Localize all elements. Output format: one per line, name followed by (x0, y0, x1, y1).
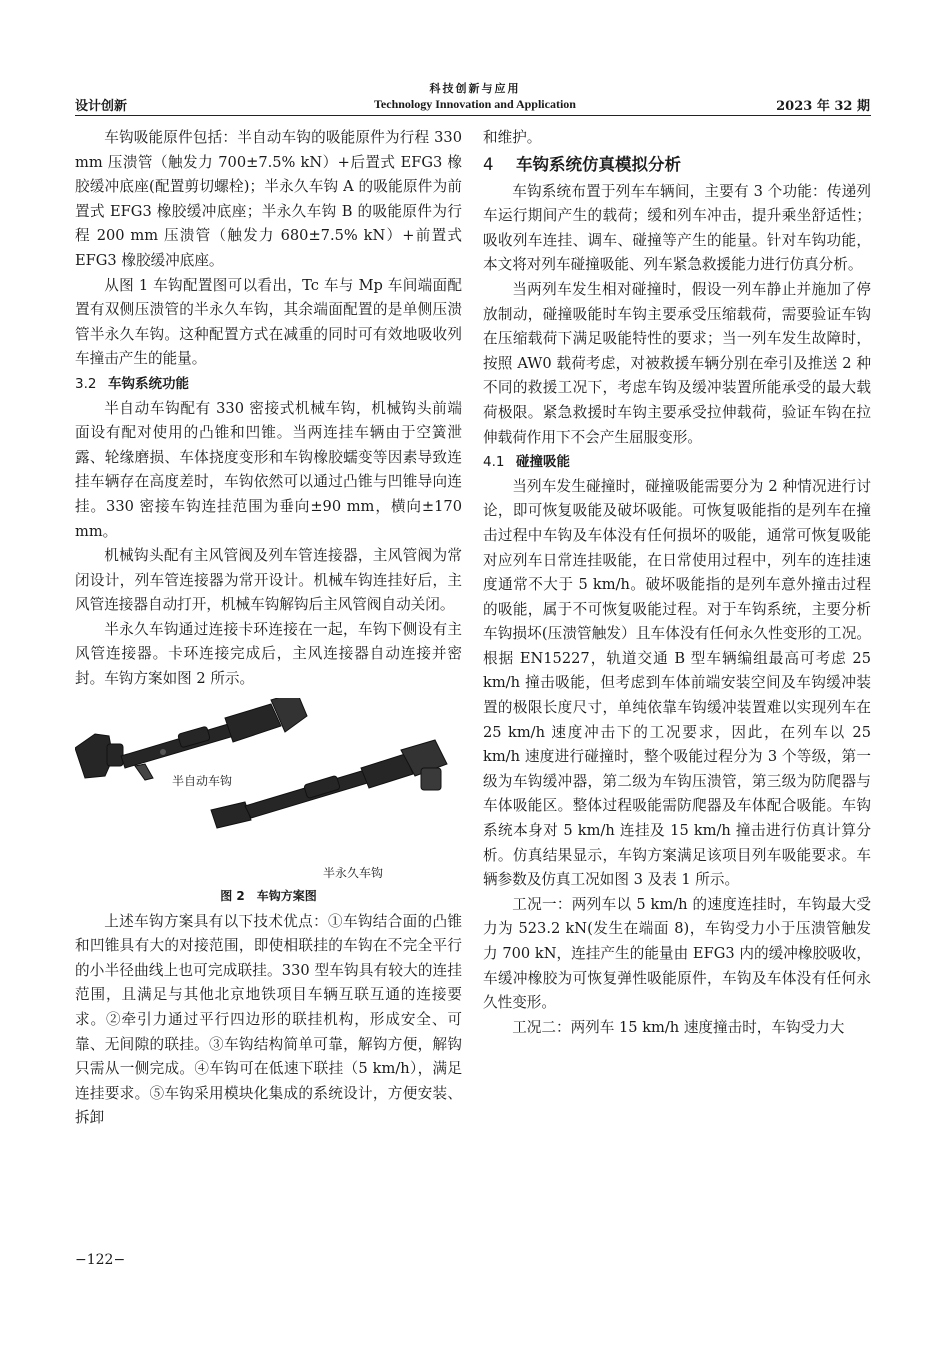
section-number: 4.1 (483, 454, 505, 471)
figure-label-semi-automatic: 半自动车钩 (172, 773, 233, 788)
journal-name-cn: 科技创新与应用 (429, 82, 521, 95)
paragraph: 车钩系统布置于列车车辆间，主要有 3 个功能：传递列车运行期间产生的载荷；缓和列车冲击，提升乘坐舒适性；吸收列车连挂、调车、碰撞等产生的能量。针对车钩功能，本文将对列车碰撞吸能、列车紧急救援能力进行仿真分析。 (483, 182, 871, 274)
section-heading-3-2 (75, 372, 462, 397)
paragraph: 车钩吸能原件包括：半自动车钩的吸能原件为行程 330 mm 压溃管（触发力 700±7.5% kN）+后置式 EFG3 橡胶缓冲底座(配置剪切螺栓)；半永久车钩 A 的吸能原件为前置式 EFG3 橡胶缓冲底座；半永久车钩 B 的吸能原件为行程 200 mm 压溃管（触发力 680±7.5% kN）+前置式 EFG3 橡胶缓冲底座。 (75, 129, 462, 269)
section-title: 碰撞吸能 (516, 454, 570, 471)
paragraph: 工况一：两列车以 5 km/h 的速度连挂时，车钩最大受力为 523.2 kN(发生在端面 8)，车钩受力小于压溃管触发力 700 kN，连挂产生的能量由 EFG3 内的缓冲橡胶吸收，车缓冲橡胶为可恢复弹性吸能原件，车钩及车体没有任何永久性变形。 (483, 895, 871, 1012)
paragraph: 当两列车发生相对碰撞时，假设一列车静止并施加了停放制动，碰撞吸能时车钩主要承受压缩载荷，需要验证车钩在压缩载荷下满足吸能特性的要求；当一列车发生故障时，按照 AW0 载荷考虑，对被救援车辆分别在牵引及推送 2 种不同的救援工况下，考虑车钩及缓冲装置所能承受的最大载荷极限。紧急救援时车钩主要承受拉伸载荷，验证车钩在拉伸载荷作用下不会产生屈服变形。 (483, 280, 871, 446)
section-number: 4 (483, 154, 494, 174)
paragraph: 上述车钩方案具有以下技术优点：①车钩结合面的凸锥和凹锥具有大的对接范围，即使相联挂的车钩在不完全平行的小半径曲线上也可完成联挂。330 型车钩具有较大的连挂范围，且满足与其他北京地铁项目车辆互联互通的连接要求。②牵引力通过平行四边形的联挂机构，形成安全、可靠、无间隙的联挂。③车钩结构简单可靠，解钩方便，解钩只需从一侧完成。④车钩可在低速下联挂（5 km/h），满足连挂要求。⑤车钩采用模块化集成的系统设计，方便安装、拆卸 (75, 912, 462, 1127)
paragraph: 当列车发生碰撞时，碰撞吸能需要分为 2 种情况进行讨论，即可恢复吸能及破坏吸能。可恢复吸能指的是列车在撞击过程中车钩及车体没有任何损坏的吸能，通常可恢复吸能对应列车日常连挂吸能，在日常使用过程中，列车的连挂速度通常不大于 5 km/h。破坏吸能指的是列车意外撞击过程的吸能，属于不可恢复吸能过程。对于车钩系统，主要分析车钩损坏(压溃管触发）且车体没有任何永久性变形的工况。根据 EN15227，轨道交通 B 型车辆编组最高可考虑 25 km/h 撞击吸能，但考虑到车体前端安装空间及车钩缓冲装置的极限长度尺寸，单纯依靠车钩缓冲装置难以实现列车在 25 km/h 速度冲击下的工况要求，因此，在列车以 25 km/h 速度进行碰撞时，整个吸能过程分为 3 个等级，第一级为车钩缓冲器，第二级为车钩压溃管，第三级为防爬器与车体吸能区。整体过程吸能需防爬器及车体配合吸能。车钩系统本身对 5 km/h 连挂及 15 km/h 撞击进行仿真计算分析。仿真结果显示，车钩方案满足该项目列车吸能要求。车辆参数及仿真工况如图 3 及表 1 所示。 (483, 477, 871, 889)
journal-name-en: Technology Innovation and Application (374, 97, 576, 111)
section-title: 车钩系统功能 (108, 375, 189, 392)
section-label: 设计创新 (75, 99, 128, 114)
figure-caption: 图 2 车钩方案图 (220, 888, 317, 903)
figure-label-semi-permanent: 半永久车钩 (323, 865, 384, 880)
section-heading-4-1 (483, 450, 871, 475)
left-column (75, 126, 462, 1131)
coupler-scheme-image (75, 698, 462, 886)
header-rule (75, 115, 871, 116)
section-title: 车钩系统仿真模拟分析 (516, 154, 681, 174)
paragraph: 和维护。 (483, 129, 542, 146)
page-number: −122− (75, 1252, 126, 1268)
paragraph: 半自动车钩配有 330 密接式机械车钩，机械钩头前端面设有配对使用的凸锥和凹锥。当两连挂车辆由于空簧泄露、轮缘磨损、车体挠度变形和车钩橡胶蠕变等因素导致连挂车辆存在高度差时，车钩依然可以通过凸锥与凹锥导向连挂。330 密接车钩连挂范围为垂向±90 mm，横向±170 mm。 (75, 399, 462, 540)
issue-label: 2023 年 32 期 (776, 99, 870, 114)
section-number: 3.2 (75, 375, 97, 392)
paragraph: 机械钩头配有主风管阀及列车管连接器，主风管阀为常闭设计，列车管连接器为常开设计。机械车钩连挂好后，主风管连接器自动打开，机械车钩解钩后主风管阀自动关闭。 (75, 547, 462, 614)
semi-permanent-coupler-drawing (211, 740, 447, 828)
paragraph: 从图 1 车钩配置图可以看出，Tc 车与 Mp 车间端面配置有双侧压溃管的半永久车钩，其余端面配置的是单侧压溃管半永久车钩。这种配置方式在减重的同时可有效地吸收列车撞击产生的能量。 (75, 276, 462, 368)
right-column (483, 126, 871, 1040)
figure-2 (75, 698, 462, 886)
section-heading-4 (483, 152, 871, 178)
paragraph: 半永久车钩通过连接卡环连接在一起，车钩下侧设有主风管连接器。卡环连接完成后，主风连接器自动连接并密封。车钩方案如图 2 所示。 (75, 620, 462, 688)
semi-automatic-coupler-drawing (75, 698, 307, 780)
paragraph: 工况二：两列车 15 km/h 速度撞击时，车钩受力大 (512, 1018, 845, 1036)
